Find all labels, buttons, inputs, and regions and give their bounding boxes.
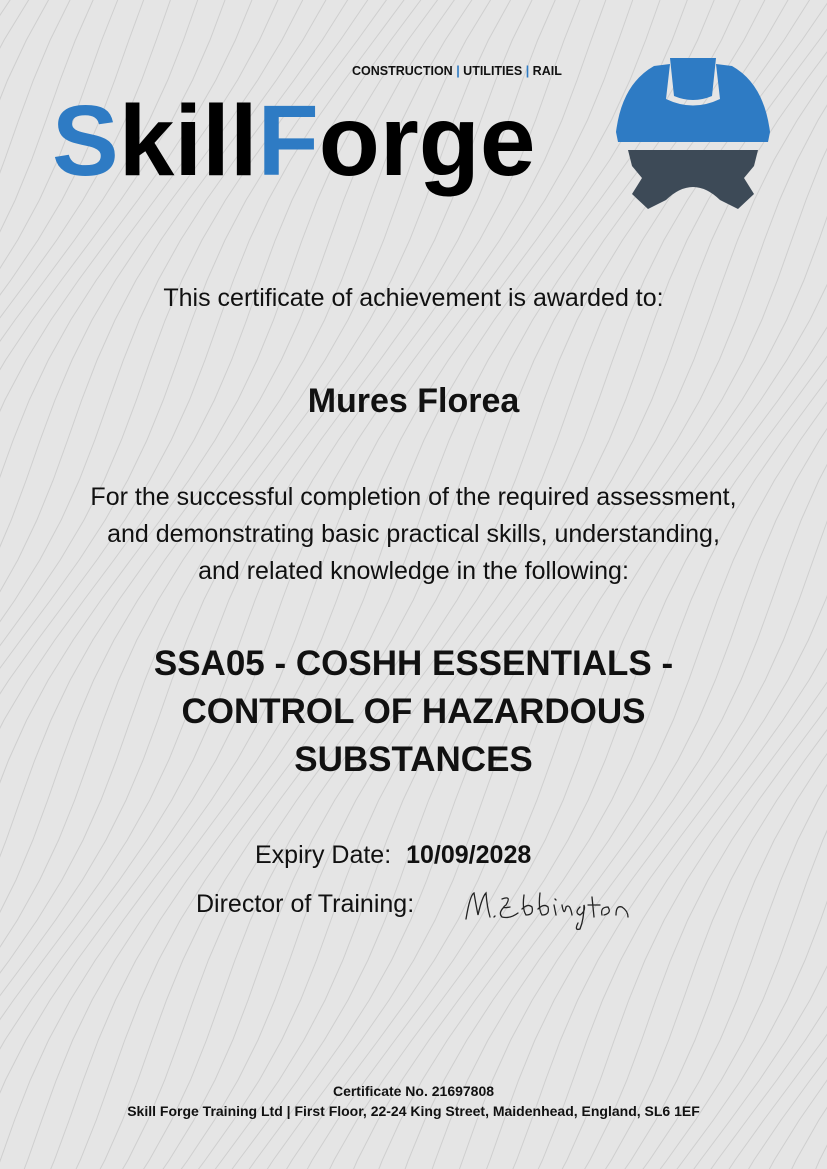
expiry-date: 10/09/2028: [406, 841, 532, 869]
course-title-line: SUBSTANCES: [294, 740, 533, 779]
logo-s: S: [52, 85, 119, 197]
footer: [0, 1081, 827, 1121]
logo-wordmark: [52, 84, 535, 199]
director-label: Director of Training:: [196, 890, 415, 918]
completion-statement: [0, 479, 827, 590]
director-row: [196, 890, 414, 919]
company-address: Skill Forge Training Ltd | First Floor, 22-24 King Street, Maidenhead, England, SL6 1EF: [127, 1103, 700, 1119]
hardhat-gear-icon: [608, 54, 778, 214]
tagline-utilities: UTILITIES: [463, 64, 523, 78]
expiry-row: [255, 841, 531, 870]
course-title: [0, 640, 827, 784]
logo-tagline: [352, 64, 562, 79]
tagline-rail: RAIL: [532, 64, 562, 78]
course-title-line: SSA05 - COSHH ESSENTIALS -: [153, 644, 674, 683]
course-title-line: CONTROL OF HAZARDOUS: [181, 692, 646, 731]
awarded-to-text: This certificate of achievement is awarded to:: [163, 284, 664, 312]
completion-line: For the successful completion of the required assessment,: [90, 483, 737, 511]
logo-f: F: [257, 85, 319, 197]
director-signature: [462, 885, 634, 935]
recipient-name: Mures Florea: [307, 382, 520, 420]
completion-line: and related knowledge in the following:: [198, 557, 629, 585]
expiry-label: Expiry Date:: [255, 841, 392, 869]
tagline-sep: |: [456, 64, 460, 78]
logo-kill: kill: [118, 85, 258, 197]
tagline-construction: CONSTRUCTION: [352, 64, 453, 78]
logo-orge: orge: [318, 85, 536, 197]
completion-line: and demonstrating basic practical skills, understanding,: [107, 520, 720, 548]
certificate-number: Certificate No. 21697808: [332, 1083, 495, 1099]
tagline-sep: |: [525, 64, 530, 78]
